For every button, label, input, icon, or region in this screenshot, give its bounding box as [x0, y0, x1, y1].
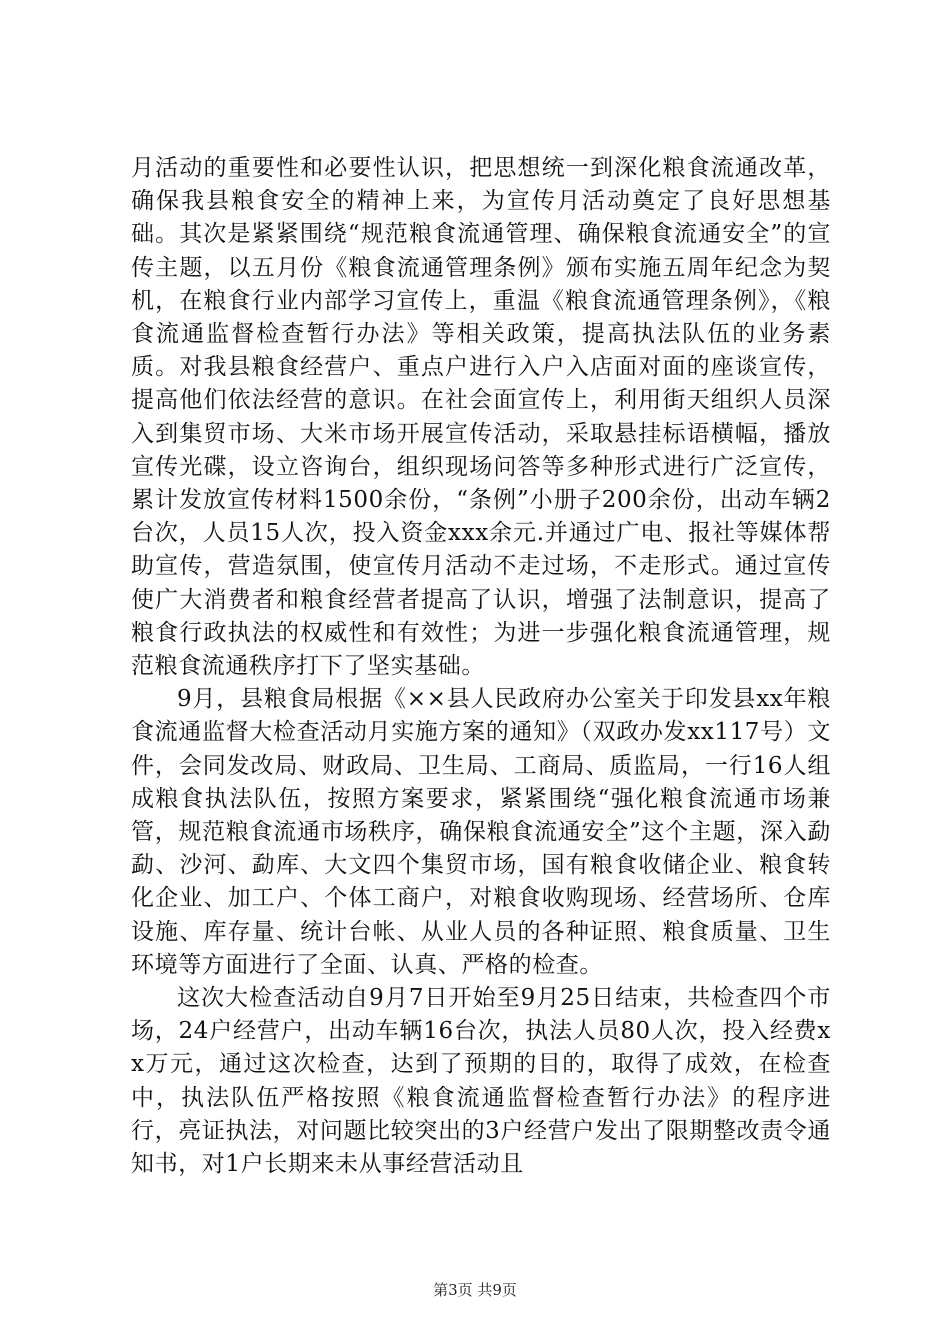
paragraph-inspection-september: 9月，县粮食局根据《××县人民政府办公室关于印发县xx年粮食流通监督大检查活动月实施方案的通知》（双政办发xx117号）文件，会同发改局、财政局、卫生局、工商局、质监局，一行16人组成粮食执法队伍，按照方案要求，紧紧围绕“强化粮食流通市场兼管，规范粮食流通市场秩序，确保粮食流通安全”这个主题，深入勐勐、沙河、勐库、大文四个集贸市场，国有粮食收储企业、粮食转化企业、加工户、个体工商户，对粮食收购现场、经营场所、仓库设施、库存量、统计台帐、从业人员的各种证照、粮食质量、卫生环境等方面进行了全面、认真、严格的检查。 — [131, 686, 831, 978]
page-number-footer: 第3页 共9页 — [433, 1281, 517, 1299]
paragraph-continuation: 月活动的重要性和必要性认识，把思想统一到深化粮食流通改革，确保我县粮食安全的精神上来，为宣传月活动奠定了良好思想基础。其次是紧紧围绕“规范粮食流通管理、确保粮食流通安全”的宣传主题，以五月份《粮食流通管理条例》颁布实施五周年纪念为契机，在粮食行业内部学习宣传上，重温《粮食流通管理条例》，《粮食流通监督检查暂行办法》等相关政策，提高执法队伍的业务素质。对我县粮食经营户、重点户进行入户入店面对面的座谈宣传，提高他们依法经营的意识。在社会面宣传上，利用街天组织人员深入到集贸市场、大米市场开展宣传活动，采取悬挂标语横幅，播放宣传光碟，设立咨询台，组织现场问答等多种形式进行广泛宣传，累计发放宣传材料1500余份，“条例”小册子200余份，出动车辆2台次，人员15人次，投入资金xxx余元.并通过广电、报社等媒体帮助宣传，营造氛围，使宣传月活动不走过场，不走形式。通过宣传使广大消费者和粮食经营者提高了认识，增强了法制意识，提高了粮食行政执法的权威性和有效性；为进一步强化粮食流通管理，规范粮食流通秩序打下了坚实基础。 — [131, 155, 831, 680]
body-text — [131, 152, 831, 1181]
paragraph-inspection-results: 这次大检查活动自9月7日开始至9月25日结束，共检查四个市场，24户经营户，出动车辆16台次，执法人员80人次，投入经费xx万元，通过这次检查，达到了预期的目的，取得了成效，在检查中，执法队伍严格按照《粮食流通监督检查暂行办法》的程序进行，亮证执法，对问题比较突出的3户经营户发出了限期整改责令通知书，对1户长期来未从事经营活动且 — [131, 985, 831, 1178]
